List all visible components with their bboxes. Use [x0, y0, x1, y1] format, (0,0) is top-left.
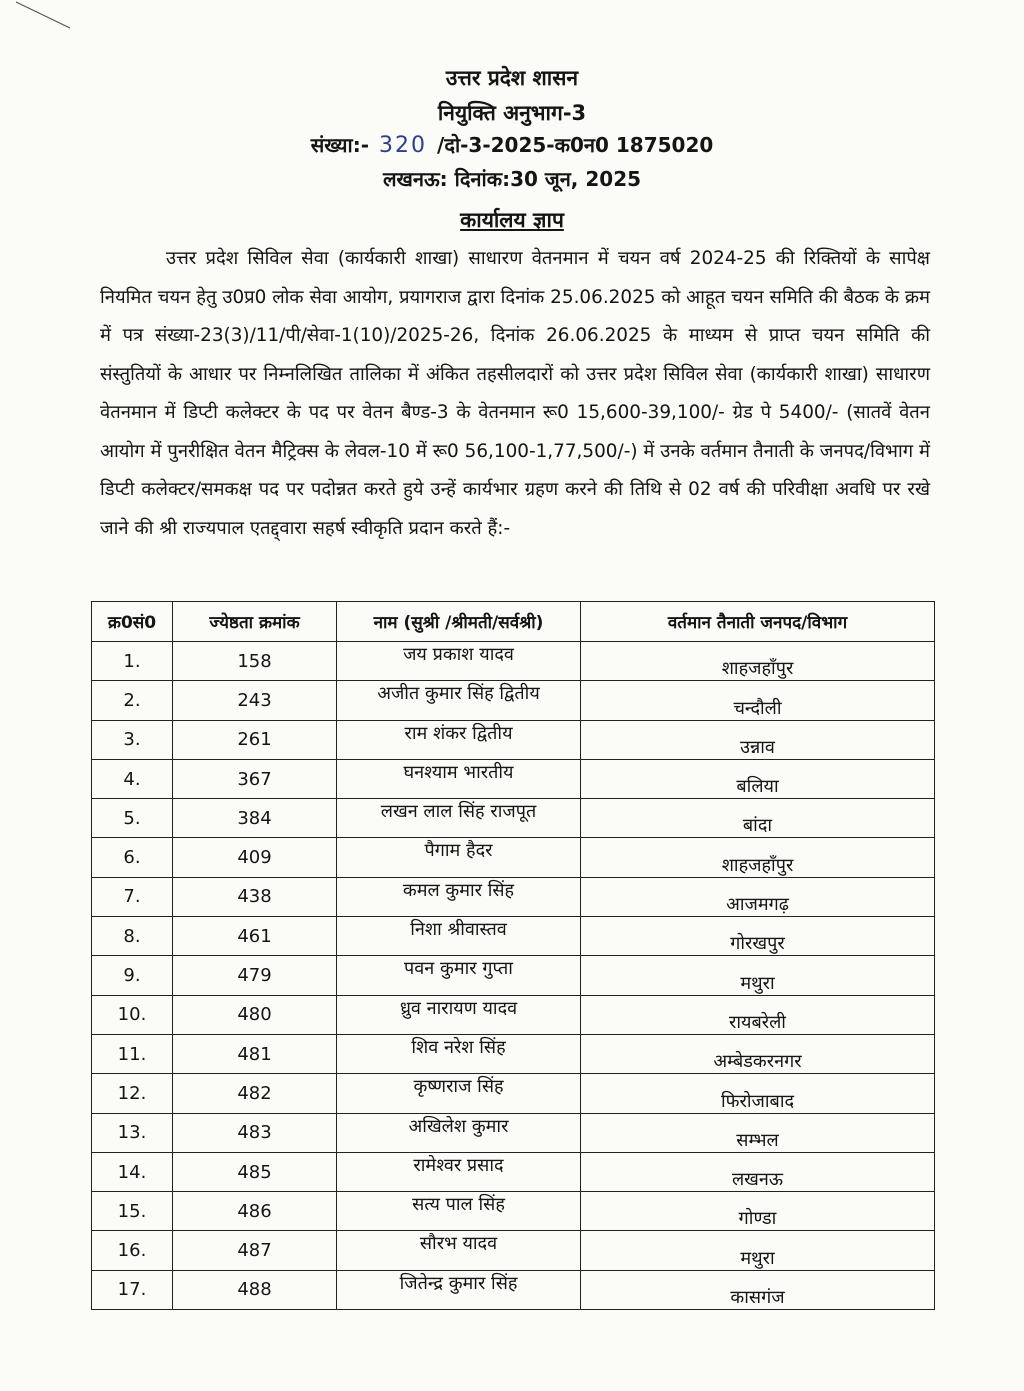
serial-cell: 17.	[92, 1270, 173, 1309]
officers-table	[91, 601, 935, 1310]
seniority-cell: 243	[173, 681, 337, 720]
posting-cell: मथुरा	[581, 1231, 935, 1270]
posting-cell: बांदा	[581, 799, 935, 838]
serial-cell: 1.	[92, 642, 173, 681]
seniority-cell: 485	[173, 1152, 337, 1191]
table-header-row	[92, 602, 935, 642]
posting-cell: शाहजहाँपुर	[581, 838, 935, 877]
staple-mark-icon	[14, 0, 72, 30]
seniority-cell: 482	[173, 1074, 337, 1113]
serial-cell: 16.	[92, 1231, 173, 1270]
posting-cell: आजमगढ़	[581, 877, 935, 916]
table-row	[92, 1270, 935, 1309]
number-label: संख्या:-	[310, 133, 370, 157]
name-cell: पैगाम हैदर	[337, 838, 581, 877]
name-cell: जय प्रकाश यादव	[337, 642, 581, 681]
serial-cell: 14.	[92, 1152, 173, 1191]
seniority-cell: 158	[173, 642, 337, 681]
table-row	[92, 642, 935, 681]
header-posting: वर्तमान तैनाती जनपद/विभाग	[581, 602, 935, 642]
posting-cell: फिरोजाबाद	[581, 1074, 935, 1113]
table-row	[92, 1113, 935, 1152]
number-suffix: /दो-3-2025-क0न0 1875020	[437, 133, 714, 157]
posting-cell: गोरखपुर	[581, 917, 935, 956]
name-cell: अखिलेश कुमार	[337, 1113, 581, 1152]
name-cell: जितेन्द्र कुमार सिंह	[337, 1270, 581, 1309]
seniority-cell: 481	[173, 1034, 337, 1073]
name-cell: सत्य पाल सिंह	[337, 1192, 581, 1231]
seniority-cell: 488	[173, 1270, 337, 1309]
name-cell: निशा श्रीवास्तव	[337, 917, 581, 956]
header-seniority: ज्येष्ठता क्रमांक	[173, 602, 337, 642]
section-heading: नियुक्ति अनुभाग-3	[437, 101, 587, 125]
name-cell: पवन कुमार गुप्ता	[337, 956, 581, 995]
posting-cell: गोण्डा	[581, 1192, 935, 1231]
serial-cell: 11.	[92, 1034, 173, 1073]
date-line: लखनऊ: दिनांक:30 जून, 2025	[382, 167, 642, 191]
serial-cell: 12.	[92, 1074, 173, 1113]
name-cell: लखन लाल सिंह राजपूत	[337, 799, 581, 838]
serial-cell: 9.	[92, 956, 173, 995]
seniority-cell: 483	[173, 1113, 337, 1152]
table-row	[92, 956, 935, 995]
posting-cell: कासगंज	[581, 1270, 935, 1309]
seniority-cell: 461	[173, 917, 337, 956]
table-row	[92, 799, 935, 838]
table-row	[92, 720, 935, 759]
header-name: नाम (सुश्री /श्रीमती/सर्वश्री)	[337, 602, 581, 642]
table-row	[92, 1152, 935, 1191]
table-row	[92, 681, 935, 720]
serial-cell: 6.	[92, 838, 173, 877]
seniority-cell: 480	[173, 995, 337, 1034]
name-cell: अजीत कुमार सिंह द्वितीय	[337, 681, 581, 720]
posting-cell: उन्नाव	[581, 720, 935, 759]
posting-cell: बलिया	[581, 759, 935, 798]
name-cell: शिव नरेश सिंह	[337, 1034, 581, 1073]
table-row	[92, 1034, 935, 1073]
table-row	[92, 1192, 935, 1231]
seniority-cell: 487	[173, 1231, 337, 1270]
serial-cell: 15.	[92, 1192, 173, 1231]
serial-cell: 4.	[92, 759, 173, 798]
seniority-cell: 384	[173, 799, 337, 838]
serial-cell: 5.	[92, 799, 173, 838]
serial-cell: 13.	[92, 1113, 173, 1152]
serial-cell: 10.	[92, 995, 173, 1034]
posting-cell: चन्दौली	[581, 681, 935, 720]
serial-cell: 2.	[92, 681, 173, 720]
handwritten-number: 320	[379, 133, 428, 158]
seniority-cell: 409	[173, 838, 337, 877]
name-cell: कमल कुमार सिंह	[337, 877, 581, 916]
serial-cell: 3.	[92, 720, 173, 759]
posting-cell: मथुरा	[581, 956, 935, 995]
table-row	[92, 759, 935, 798]
serial-cell: 8.	[92, 917, 173, 956]
table-row	[92, 1074, 935, 1113]
seniority-cell: 367	[173, 759, 337, 798]
seniority-cell: 479	[173, 956, 337, 995]
table-row	[92, 838, 935, 877]
name-cell: कृष्णराज सिंह	[337, 1074, 581, 1113]
posting-cell: अम्बेडकरनगर	[581, 1034, 935, 1073]
letter-number-line	[0, 131, 1024, 158]
name-cell: सौरभ यादव	[337, 1231, 581, 1270]
table-row	[92, 877, 935, 916]
table-row	[92, 995, 935, 1034]
posting-cell: रायबरेली	[581, 995, 935, 1034]
memo-paragraph: उत्तर प्रदेश सिविल सेवा (कार्यकारी शाखा) साधारण वेतनमान में चयन वर्ष 2024-25 की रिक्तियों के सापेक्ष नियमित चयन हेतु उ0प्र0 लोक सेवा आयोग, प्रयागराज द्वारा दिनांक 25.06.2025 को आहूत चयन समिति की बैठक के क्रम में पत्र संख्या-23(3)/11/पी/सेवा-1(10)/2025-26, दिनांक 26.06.2025 के माध्यम से प्राप्त चयन समिति की संस्तुतियों के आधार पर निम्नलिखित तालिका में अंकित तहसीलदारों को उत्तर प्रदेश सिविल सेवा (कार्यकारी शाखा) साधारण वेतनमान में डिप्टी कलेक्टर के पद पर वेतन बैण्ड-3 के वेतनमान रू0 15,600-39,100/- ग्रेड पे 5400/- (सातवें वेतन आयोग में पुनरीक्षित वेतन मैट्रिक्स के लेवल-10 में रू0 56,100-1,77,500/-) में उनके वर्तमान तैनाती के जनपद/विभाग में डिप्टी कलेक्टर/समकक्ष पद पर पदोन्नत करते हुये उन्हें कार्यभार ग्रहण करने की तिथि से 02 वर्ष की परिवीक्षा अवधि पर रखे जाने की श्री राज्यपाल एतद्द्वारा सहर्ष स्वीकृति प्रदान करते हैं:-	[100, 248, 930, 539]
seniority-cell: 261	[173, 720, 337, 759]
name-cell: घनश्याम भारतीय	[337, 759, 581, 798]
name-cell: ध्रुव नारायण यादव	[337, 995, 581, 1034]
posting-cell: शाहजहाँपुर	[581, 642, 935, 681]
posting-cell: सम्भल	[581, 1113, 935, 1152]
seniority-cell: 486	[173, 1192, 337, 1231]
memo-title: कार्यालय ज्ञाप	[460, 208, 564, 232]
table-row	[92, 917, 935, 956]
name-cell: रामेश्वर प्रसाद	[337, 1152, 581, 1191]
table-row	[92, 1231, 935, 1270]
header-serial: क्र0सं0	[92, 602, 173, 642]
name-cell: राम शंकर द्वितीय	[337, 720, 581, 759]
table-body	[92, 642, 935, 1310]
seniority-cell: 438	[173, 877, 337, 916]
posting-cell: लखनऊ	[581, 1152, 935, 1191]
government-heading: उत्तर प्रदेश शासन	[445, 66, 579, 90]
serial-cell: 7.	[92, 877, 173, 916]
